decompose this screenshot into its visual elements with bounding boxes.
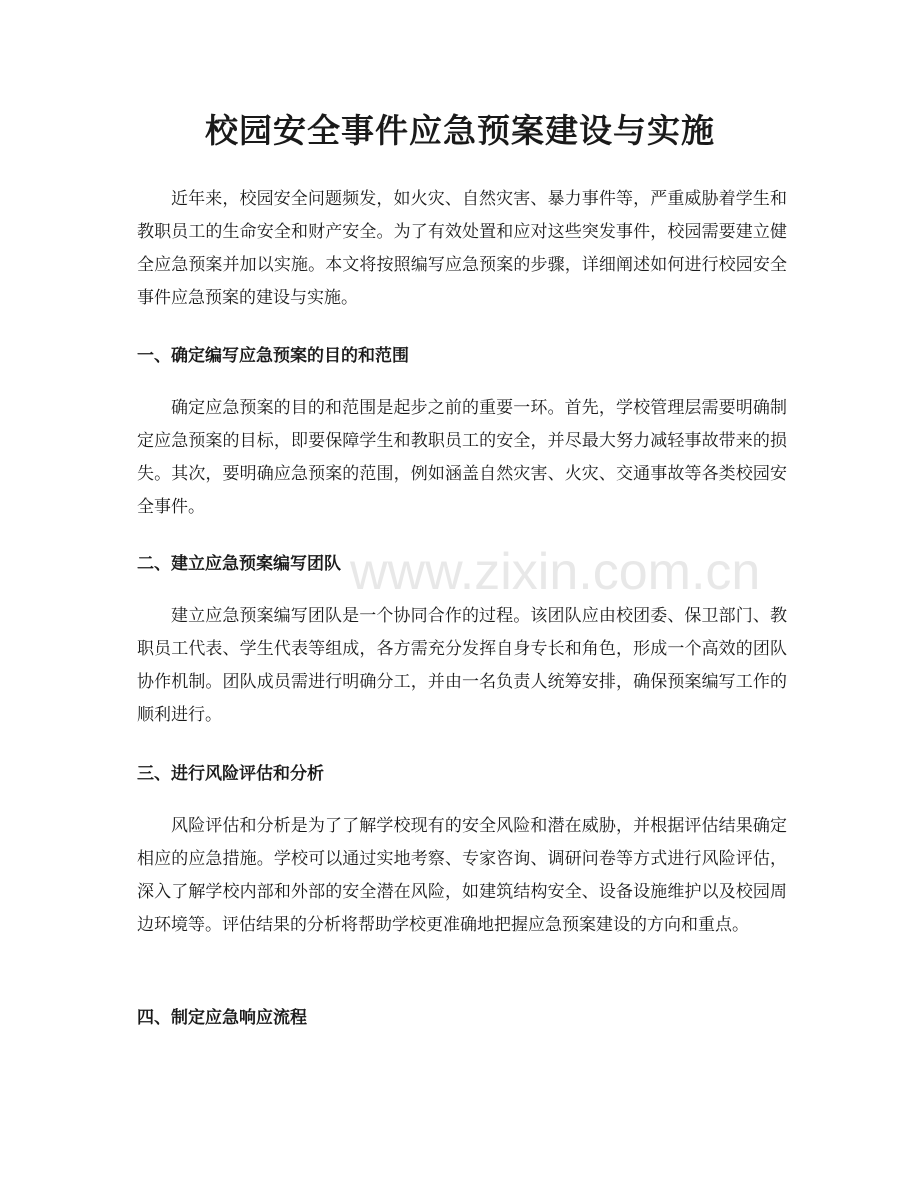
section-2-heading: 二、建立应急预案编写团队 <box>137 554 341 574</box>
watermark: www.zixin.com.cn <box>350 543 761 601</box>
section-3-body: 风险评估和分析是为了了解学校现有的安全风险和潜在威胁，并根据评估结果确定相应的应急措施。学校可以通过实地考察、专家咨询、调研问卷等方式进行风险评估，深入了解学校内部和外部的安全潜在风险，如建筑结构安全、设备设施维护以及校园周边环境等。评估结果的分析将帮助学校更准确地把握应急预案建设的方向和重点。 <box>137 816 787 935</box>
section-2-body: 建立应急预案编写团队是一个协同合作的过程。该团队应由校团委、保卫部门、教职员工代表、学生代表等组成，各方需充分发挥自身专长和角色，形成一个高效的团队协作机制。团队成员需进行明确分工，并由一名负责人统筹安排，确保预案编写工作的顺利进行。 <box>137 606 787 725</box>
document-title: 校园安全事件应急预案建设与实施 <box>205 111 715 150</box>
section-1-heading: 一、确定编写应急预案的目的和范围 <box>137 346 409 366</box>
section-4-heading: 四、制定应急响应流程 <box>137 1008 307 1028</box>
intro-paragraph: 近年来，校园安全问题频发，如火灾、自然灾害、暴力事件等，严重威胁着学生和教职员工的生命安全和财产安全。为了有效处置和应对这些突发事件，校园需要建立健全应急预案并加以实施。本文将按照编写应急预案的步骤，详细阐述如何进行校园安全事件应急预案的建设与实施。 <box>137 189 787 308</box>
section-1-body: 确定应急预案的目的和范围是起步之前的重要一环。首先，学校管理层需要明确制定应急预案的目标，即要保障学生和教职员工的安全，并尽最大努力减轻事故带来的损失。其次，要明确应急预案的范围，例如涵盖自然灾害、火灾、交通事故等各类校园安全事件。 <box>137 398 787 517</box>
section-3-heading: 三、进行风险评估和分析 <box>137 764 324 784</box>
